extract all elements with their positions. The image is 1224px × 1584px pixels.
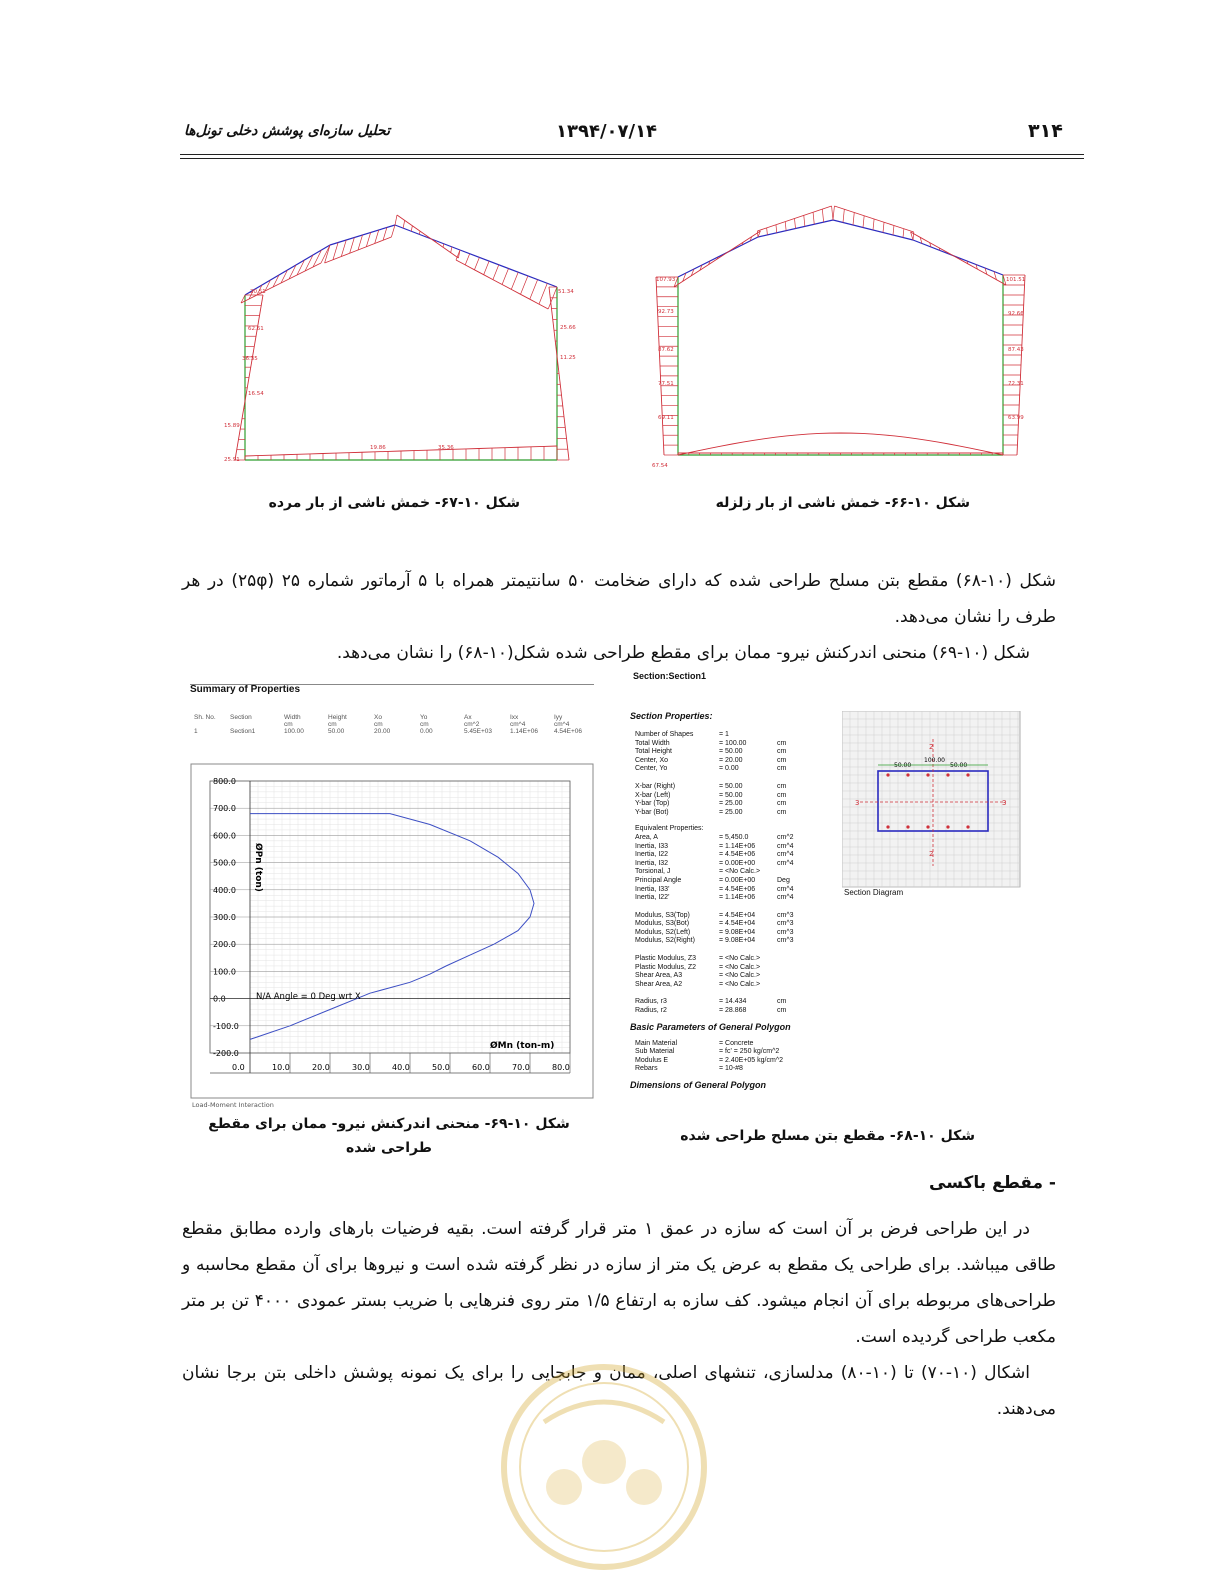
property-row	[635, 800, 830, 809]
moment-hatch	[395, 215, 397, 225]
moment-label: 87.62	[658, 347, 674, 353]
property-row	[635, 937, 830, 946]
property-cell: cm	[777, 739, 787, 747]
moment-hatch	[502, 269, 508, 285]
moment-label: 92.73	[658, 309, 674, 315]
moment-curve	[456, 260, 548, 309]
property-cell: = 9.08E+04	[719, 928, 756, 936]
property-cell: Rebars	[635, 1065, 658, 1073]
property-cell: Deg	[777, 876, 790, 884]
moment-hatch	[832, 206, 833, 220]
property-cell: = 1	[719, 731, 729, 738]
summary-header: cm^4	[554, 721, 570, 728]
summary-cell: 20.00	[374, 728, 391, 735]
summary-divider	[190, 684, 594, 685]
x-tick-label: 50.0	[432, 1063, 450, 1072]
property-cell: Plastic Modulus, Z2	[635, 963, 697, 971]
property-row	[635, 740, 830, 749]
y-tick-label: -200.0	[213, 1049, 239, 1058]
moment-curve	[757, 206, 831, 231]
moment-label: 92.66	[1008, 311, 1024, 317]
moment-hatch	[843, 209, 844, 222]
property-cell: = <No Calc.>	[719, 955, 761, 963]
moment-curve	[325, 237, 392, 263]
property-cell: = fc' = 250 kg/cm^2	[719, 1048, 780, 1056]
property-cell: Y-bar (Top)	[635, 800, 670, 808]
moment-label: 51.34	[558, 289, 574, 295]
y-tick-label: 200.0	[213, 940, 236, 950]
moment-hatch	[333, 243, 338, 260]
header-rule-thin	[180, 158, 1084, 159]
property-cell: cm	[777, 998, 787, 1006]
property-row	[635, 748, 830, 757]
rebar	[946, 773, 949, 776]
basic-params-title: Basic Parameters of General Polygon	[630, 1021, 791, 1032]
property-cell	[777, 981, 807, 990]
property-cell: cm^4	[777, 885, 794, 893]
moment-hatch	[521, 276, 528, 294]
property-cell	[777, 1040, 807, 1049]
rebar	[886, 825, 889, 828]
summary-cell: Section1	[230, 728, 256, 735]
section-heading: Section:Section1	[633, 671, 707, 681]
property-cell	[777, 964, 807, 973]
property-cell: Number of Shapes	[635, 731, 694, 738]
property-row	[635, 972, 830, 981]
moment-hatch	[375, 230, 379, 244]
property-cell: cm	[777, 808, 787, 816]
property-cell: = <No Calc.>	[719, 980, 761, 988]
property-row	[635, 981, 830, 990]
property-cell: Modulus, S2(Right)	[635, 937, 695, 945]
property-row	[635, 1048, 830, 1057]
property-cell: = 0.00	[719, 765, 739, 773]
chart-ylabel: ØPn (ton)	[253, 843, 263, 892]
property-row	[635, 1007, 830, 1016]
moment-hatch	[530, 280, 538, 300]
property-cell: cm	[777, 782, 787, 790]
property-cell: = 10-#8	[719, 1065, 743, 1073]
property-row	[635, 1040, 830, 1049]
property-row	[635, 731, 830, 740]
property-cell: Total Height	[635, 748, 672, 756]
property-cell: = 4.54E+06	[719, 885, 756, 893]
moment-label: 77.51	[658, 381, 674, 387]
summary-header: cm	[284, 721, 293, 728]
property-row	[635, 860, 830, 869]
property-cell: Plastic Modulus, Z3	[635, 955, 697, 963]
property-cell: cm^2	[777, 833, 794, 841]
summary-header: Height	[328, 714, 347, 721]
header-rule	[180, 154, 1084, 155]
property-cell: = <No Calc.>	[719, 963, 761, 971]
property-cell: Y-bar (Bot)	[635, 808, 669, 816]
dim-left: 50.00	[894, 762, 912, 769]
property-cell: cm^4	[777, 859, 794, 867]
axis-2-bot-label: 2	[929, 850, 934, 858]
summary-cell: 100.00	[284, 728, 304, 735]
summary-header: Sh. No.	[194, 714, 216, 721]
property-cell	[777, 972, 807, 981]
property-cell: Shear Area, A3	[635, 972, 683, 980]
caption-fig-69: شکل ۱۰-۶۹- منحنی اندرکنش نیرو- ممان برای مقطع طراحی شده	[208, 1116, 570, 1156]
y-tick-label: 500.0	[213, 858, 236, 868]
moment-hatch	[822, 209, 823, 222]
property-cell: cm	[777, 791, 787, 799]
property-cell: Inertia, I22	[635, 851, 669, 859]
property-cell: = 4.54E+04	[719, 911, 756, 919]
property-cell: = 25.00	[719, 800, 743, 808]
property-row	[635, 929, 830, 938]
property-row	[635, 1065, 830, 1074]
property-cell: cm	[777, 800, 787, 808]
moment-hatch	[411, 226, 412, 232]
moment-hatch	[893, 226, 894, 236]
summary-cell: 1	[194, 728, 198, 735]
y-tick-label: -100.0	[213, 1021, 239, 1031]
moment-curve	[241, 263, 321, 303]
moment-hatch	[539, 283, 547, 304]
caption-fig-67: شکل ۱۰-۶۷- خمش ناشی از بار مرده	[268, 495, 520, 511]
moment-hatch	[350, 238, 355, 254]
moment-curve	[678, 433, 1003, 455]
moment-hatch	[785, 222, 786, 231]
y-tick-label: 0.0	[213, 994, 226, 1004]
moment-hatch	[465, 254, 469, 265]
property-cell: = 50.00	[719, 782, 743, 790]
property-cell: = 50.00	[719, 748, 743, 756]
summary-header: cm^2	[464, 721, 480, 728]
rebar	[946, 825, 949, 828]
moment-hatch	[833, 206, 834, 220]
moment-curve	[549, 287, 569, 460]
moment-label: 19.86	[370, 445, 386, 451]
property-cell: cm	[777, 748, 787, 756]
summary-header: Ixx	[510, 714, 519, 721]
moment-hatch	[853, 213, 854, 226]
property-cell: Radius, r3	[635, 998, 667, 1006]
property-row	[635, 851, 830, 860]
property-cell: = Concrete	[719, 1039, 754, 1047]
property-cell: Area, A	[635, 833, 658, 841]
property-cell: Inertia, I33	[635, 842, 669, 850]
y-tick-label: 100.0	[213, 967, 236, 977]
paragraph-fig-68: شکل (۱۰-۶۸) مقطع بتن مسلح طراحی شده که دارای ضخامت ۵۰ سانتیمتر همراه با ۵ آرماتور شماره ۲۵ (۲۵φ) در هر طرف را نشان می‌دهد.	[182, 571, 1056, 627]
moment-hatch	[813, 212, 814, 224]
property-cell: = 5,450.0	[719, 833, 749, 841]
property-row	[635, 783, 830, 792]
moment-label: 101.51	[1006, 277, 1026, 283]
axis-3-right-label: 3	[1002, 799, 1007, 807]
property-cell: = 50.00	[719, 791, 743, 799]
property-cell: = <No Calc.>	[719, 972, 761, 980]
property-row	[635, 912, 830, 921]
property-row	[635, 920, 830, 929]
property-cell: Modulus, S3(Bot)	[635, 920, 690, 928]
axis-2-top-label: 2	[929, 743, 934, 751]
section-properties	[630, 711, 830, 1090]
moment-label: 67.54	[652, 463, 668, 469]
property-cell: Inertia, I22'	[635, 894, 670, 902]
x-tick-label: 40.0	[392, 1063, 410, 1072]
box-paragraph-2: اشکال (۱۰-۷۰) تا (۱۰-۸۰) مدلسازی، تنشهای اصلی، ممان و جابجایی را برای یک نمونه پوشش داخلی بتن برجا نشان می‌دهند.	[182, 1363, 1056, 1419]
property-cell: cm^3	[777, 920, 794, 928]
axis-3-left-label: 3	[855, 799, 860, 807]
rebar	[886, 773, 889, 776]
equivalent-title: Equivalent Properties:	[635, 825, 704, 833]
property-cell: Shear Area, A2	[635, 980, 683, 988]
property-cell: cm^4	[777, 894, 794, 902]
moment-curve	[397, 215, 458, 258]
property-row	[635, 757, 830, 766]
moment-hatch	[804, 215, 805, 226]
property-row	[635, 886, 830, 895]
property-cell: Modulus E	[635, 1056, 669, 1064]
interaction-chart	[190, 763, 594, 1109]
property-cell	[777, 731, 807, 740]
moment-hatch	[883, 222, 884, 232]
property-cell: Torsional, J	[635, 868, 671, 876]
seismic-moment-diagram	[648, 205, 1038, 490]
property-cell: Radius, r2	[635, 1007, 667, 1015]
section-diagram	[842, 711, 1022, 901]
moment-hatch	[474, 257, 479, 269]
x-tick-label: 10.0	[272, 1063, 290, 1072]
moment-label: 35.36	[438, 445, 454, 451]
property-cell	[777, 1065, 807, 1074]
watermark-seal	[484, 1362, 724, 1572]
moment-hatch	[358, 235, 363, 250]
moment-label: 11.25	[560, 355, 576, 361]
property-cell: = 25.00	[719, 808, 743, 816]
property-cell: = 1.14E+06	[719, 894, 756, 902]
moment-hatch	[757, 231, 758, 237]
moment-label: 63.99	[1008, 415, 1024, 421]
x-tick-label: 80.0	[552, 1063, 570, 1072]
dim-right: 50.00	[950, 762, 968, 769]
moment-hatch	[419, 231, 420, 234]
property-cell: cm	[777, 1007, 787, 1015]
moment-label: 69.11	[658, 415, 674, 421]
property-cell: = 4.54E+06	[719, 851, 756, 859]
paragraph-fig-69: شکل (۱۰-۶۹) منحنی اندرکنش نیرو- ممان برای مقطع طراحی شده شکل(۱۰-۶۸) را نشان می‌دهد.	[336, 643, 1030, 663]
moment-hatch	[767, 228, 768, 235]
x-tick-label: 0.0	[232, 1063, 245, 1072]
section-properties-title: Section Properties:	[630, 711, 713, 721]
property-row	[635, 1057, 830, 1066]
page-number: ۳۱۴	[1028, 120, 1063, 142]
property-cell: X-bar (Right)	[635, 782, 676, 790]
property-cell: Main Material	[635, 1039, 678, 1047]
y-tick-label: 400.0	[213, 885, 236, 895]
summary-cell: 4.54E+06	[554, 728, 583, 735]
summary-header: Section	[230, 714, 252, 721]
property-cell: cm	[777, 765, 787, 773]
summary-title: Summary of Properties	[190, 684, 301, 695]
moment-hatch	[341, 240, 346, 257]
moment-label: 20.51	[250, 289, 266, 295]
property-row	[635, 834, 830, 843]
property-cell: = 1.14E+06	[719, 842, 756, 850]
rebar	[926, 773, 929, 776]
property-cell: Modulus, S2(Left)	[635, 928, 691, 936]
summary-header: cm^4	[510, 721, 526, 728]
moment-label: 15.89	[224, 423, 240, 429]
summary-header: Width	[284, 714, 301, 721]
property-cell: = 9.08E+04	[719, 937, 756, 945]
moment-hatch	[511, 272, 518, 289]
property-row	[635, 877, 830, 886]
x-tick-label: 20.0	[312, 1063, 330, 1072]
rebar	[906, 773, 909, 776]
property-cell	[777, 955, 807, 964]
property-row	[635, 792, 830, 801]
chart-xlabel: ØMn (ton-m)	[490, 1041, 555, 1051]
property-cell: cm^4	[777, 842, 794, 850]
summary-header: Iyy	[554, 714, 563, 721]
property-cell	[777, 1048, 807, 1057]
property-cell: = 0.00E+00	[719, 859, 756, 867]
summary-cell: 1.14E+06	[510, 728, 539, 735]
property-cell: = 28.868	[719, 1007, 747, 1015]
property-cell: Total Width	[635, 739, 670, 747]
moment-label: 25.91	[224, 457, 240, 463]
property-cell	[777, 868, 807, 877]
moment-hatch	[863, 216, 864, 228]
moment-label: 72.31	[1008, 381, 1024, 387]
summary-cell: 50.00	[328, 728, 345, 735]
property-cell: = 4.54E+04	[719, 920, 756, 928]
moment-curve	[674, 231, 760, 287]
x-tick-label: 70.0	[512, 1063, 530, 1072]
property-cell: cm^3	[777, 937, 794, 945]
rebar	[906, 825, 909, 828]
x-tick-label: 60.0	[472, 1063, 490, 1072]
property-cell: cm^3	[777, 911, 794, 919]
section-diagram-label: Section Diagram	[844, 888, 904, 897]
y-tick-label: 800.0	[213, 777, 236, 786]
dead-load-moment-diagram	[220, 205, 580, 490]
moment-curve	[911, 232, 1006, 285]
moment-label: 36.35	[242, 356, 258, 362]
moment-hatch	[366, 233, 370, 247]
dims-title: Dimensions of General Polygon	[630, 1080, 767, 1090]
moment-label: 62.61	[248, 326, 264, 332]
moment-hatch	[403, 220, 405, 228]
moment-hatch	[795, 219, 796, 229]
property-row	[635, 964, 830, 973]
moment-label: 25.66	[560, 325, 576, 331]
moment-label: 87.43	[1008, 347, 1024, 353]
chart-annotation: N/A Angle = 0 Deg wrt X	[256, 992, 361, 1002]
property-cell: = 0.00E+00	[719, 876, 756, 884]
property-cell: Principal Angle	[635, 876, 682, 884]
property-row	[635, 955, 830, 964]
property-cell: Sub Material	[635, 1048, 675, 1056]
property-cell: = 100.00	[719, 739, 747, 747]
header-date: ۱۳۹۴/۰۷/۱۴	[556, 121, 658, 142]
property-cell: Modulus, S3(Top)	[635, 911, 690, 919]
summary-cell: 5.45E+03	[464, 728, 493, 735]
property-cell: X-bar (Left)	[635, 791, 671, 799]
y-tick-label: 300.0	[213, 913, 236, 922]
property-cell: = 2.40E+05 kg/cm^2	[719, 1056, 783, 1064]
property-cell: cm	[777, 756, 787, 764]
box-section-heading: - مقطع باکسی	[929, 1173, 1056, 1193]
dim-total: 100.00	[924, 757, 945, 764]
summary-header: Ax	[464, 714, 472, 721]
summary-header: Xo	[374, 714, 382, 721]
property-cell: Inertia, I33'	[635, 885, 670, 893]
property-row	[635, 765, 830, 774]
header-title: تحلیل سازه‌ای پوشش دخلی تونل‌ها	[183, 123, 390, 139]
y-tick-label: 600.0	[213, 831, 236, 841]
moment-curve	[834, 206, 913, 232]
moment-hatch	[456, 250, 460, 260]
summary-header: cm	[420, 721, 429, 728]
moment-hatch	[776, 225, 777, 233]
property-cell	[777, 1057, 807, 1066]
moment-curve	[235, 295, 263, 460]
summary-header: Yo	[420, 714, 428, 721]
summary-header: cm	[374, 721, 383, 728]
moment-label: 107.93	[656, 277, 676, 283]
property-cell: cm^3	[777, 928, 794, 936]
property-cell: Center, Xo	[635, 756, 669, 764]
summary-cell: 0.00	[420, 728, 433, 735]
property-cell: Inertia, I32	[635, 859, 669, 867]
box-paragraph-1: در این طراحی فرض بر آن است که سازه در عمق ۱ متر قرار گرفته است. بقیه فرضیات بارهای وارده مطابق مقطع طاقی میباشد. برای طراحی یک مقطع به عرض یک متر از سازه در نظر گرفته شده است و نیروها برای آن مقطع محاسبه و طراحی‌های مربوطه برای آن انجام میشود. کف سازه به ارتفاع ۱/۵ متر روی فنرهایی با ضریب بستر عمودی ۴۰۰۰ تن بر متر مکعب طراحی گردیده است.	[182, 1219, 1056, 1347]
y-tick-label: 700.0	[213, 804, 236, 814]
rebar	[966, 773, 969, 776]
property-row	[635, 868, 830, 877]
rebar	[966, 825, 969, 828]
summary-header: cm	[328, 721, 337, 728]
property-cell: = 20.00	[719, 756, 743, 764]
property-cell: Center, Yo	[635, 765, 668, 773]
property-cell: = <No Calc.>	[719, 868, 761, 876]
property-row	[635, 843, 830, 852]
moment-hatch	[443, 244, 444, 248]
moment-hatch	[451, 247, 452, 253]
caption-fig-66: شکل ۱۰-۶۶- خمش ناشی از بار زلزله	[715, 495, 970, 511]
moment-hatch	[383, 228, 387, 241]
moment-hatch	[493, 265, 499, 280]
property-row	[635, 998, 830, 1007]
rebar	[926, 825, 929, 828]
property-cell: = 14.434	[719, 998, 747, 1006]
property-row	[635, 809, 830, 818]
moment-hatch	[484, 261, 489, 275]
property-cell: cm^4	[777, 851, 794, 859]
chart-footer: Load-Moment Interaction	[192, 1101, 274, 1109]
x-tick-label: 30.0	[352, 1063, 370, 1072]
moment-label: 16.54	[248, 391, 264, 397]
moment-hatch	[903, 229, 904, 238]
moment-hatch	[391, 225, 395, 237]
moment-hatch	[873, 219, 874, 230]
caption-fig-68: شکل ۱۰-۶۸- مقطع بتن مسلح طراحی شده	[680, 1128, 975, 1144]
summary-table	[194, 714, 594, 744]
property-row	[635, 894, 830, 903]
